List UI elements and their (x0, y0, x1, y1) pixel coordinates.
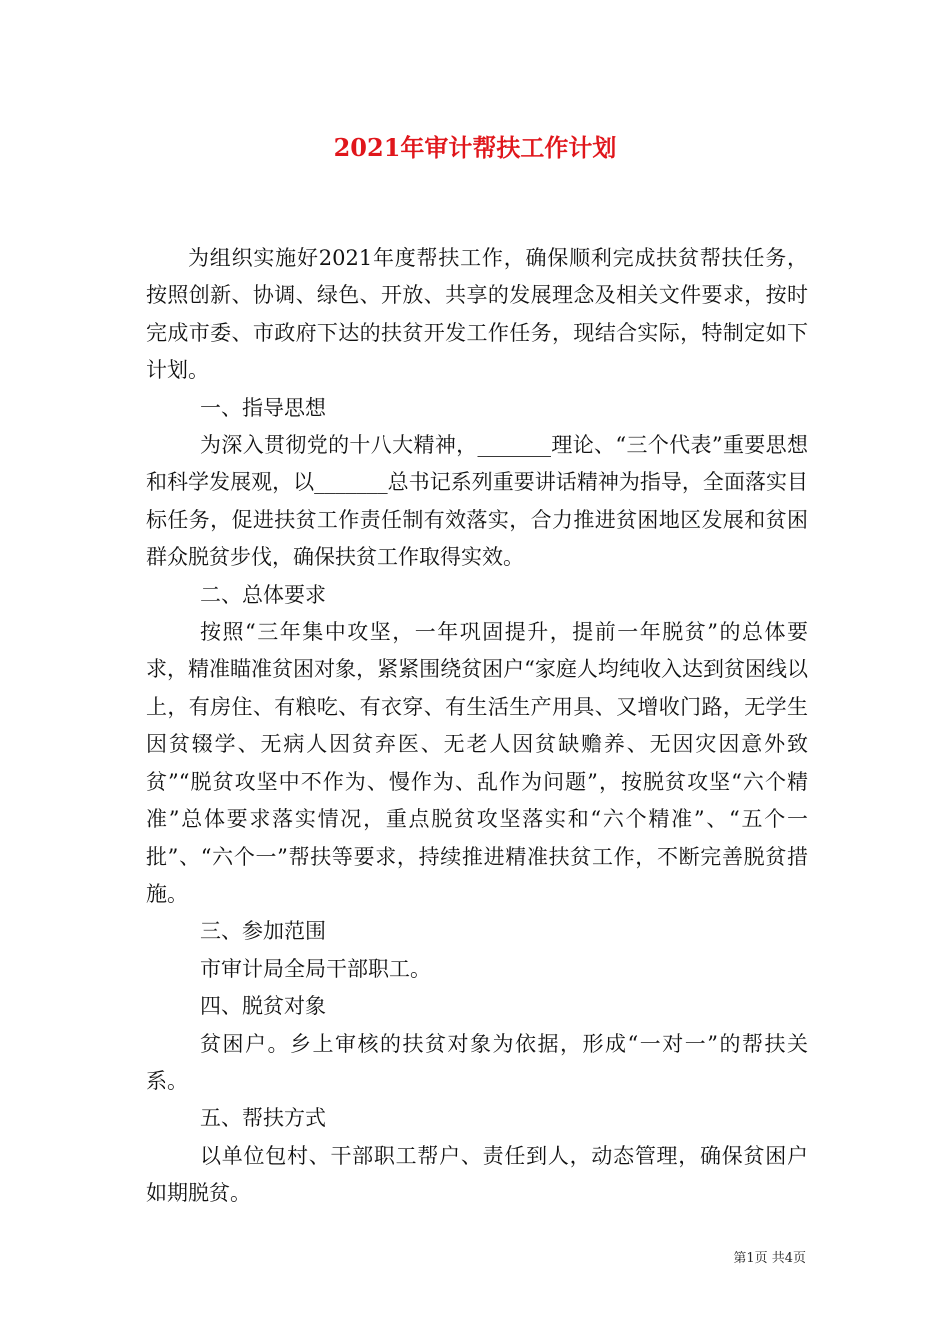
section-3-paragraph: 市审计局全局干部职工。 (200, 956, 431, 981)
section-5-paragraph: 以单位包村、干部职工帮户、责任到人，动态管理，确保贫困户如期脱贫。 (146, 1143, 808, 1206)
section-heading-3: 三、参加范围 (200, 919, 326, 944)
intro-paragraph: 为组织实施好2021年度帮扶工作，确保顺利完成扶贫帮扶任务，按照创新、协调、绿色、开放、共享的发展理念及相关文件要求，按时完成市委、市政府下达的扶贫开发工作任务，现结合实际，特制定如下计划。 (146, 246, 808, 383)
section-heading-2: 二、总体要求 (200, 582, 326, 607)
section-2-paragraph: 按照“三年集中攻坚，一年巩固提升，提前一年脱贫”的总体要求，精准瞄准贫困对象，紧紧围绕贫困户“家庭人均纯收入达到贫困线以上，有房住、有粮吃、有衣穿、有生活生产用具、又增收门路，无学生因贫辍学、无病人因贫弃医、无老人因贫缺赡养、无因灾因意外致贫”“脱贫攻坚中不作为、慢作为、乱作为问题”，按脱贫攻坚“六个精准”总体要求落实情况，重点脱贫攻坚落实和“六个精准”、“五个一批”、“六个一”帮扶等要求，持续推进精准扶贫工作，不断完善脱贫措施。 (146, 620, 808, 906)
section-heading-1: 一、指导思想 (200, 395, 326, 420)
section-1-paragraph: 为深入贯彻党的十八大精神，_______理论、“三个代表”重要思想和科学发展观，以_______总书记系列重要讲话精神为指导，全面落实目标任务，促进扶贫工作责任制有效落实，合力推进贫困地区发展和贫困群众脱贫步伐，确保扶贫工作取得实效。 (146, 433, 808, 570)
page-number-footer: 第1页 共4页 (733, 1251, 806, 1266)
document-body (146, 240, 808, 1213)
document-title: 2021年审计帮扶工作计划 (333, 133, 617, 162)
section-heading-5: 五、帮扶方式 (200, 1106, 326, 1131)
section-4-paragraph: 贫困户。乡上审核的扶贫对象为依据，形成“一对一”的帮扶关系。 (146, 1031, 808, 1093)
section-heading-4: 四、脱贫对象 (200, 994, 326, 1019)
